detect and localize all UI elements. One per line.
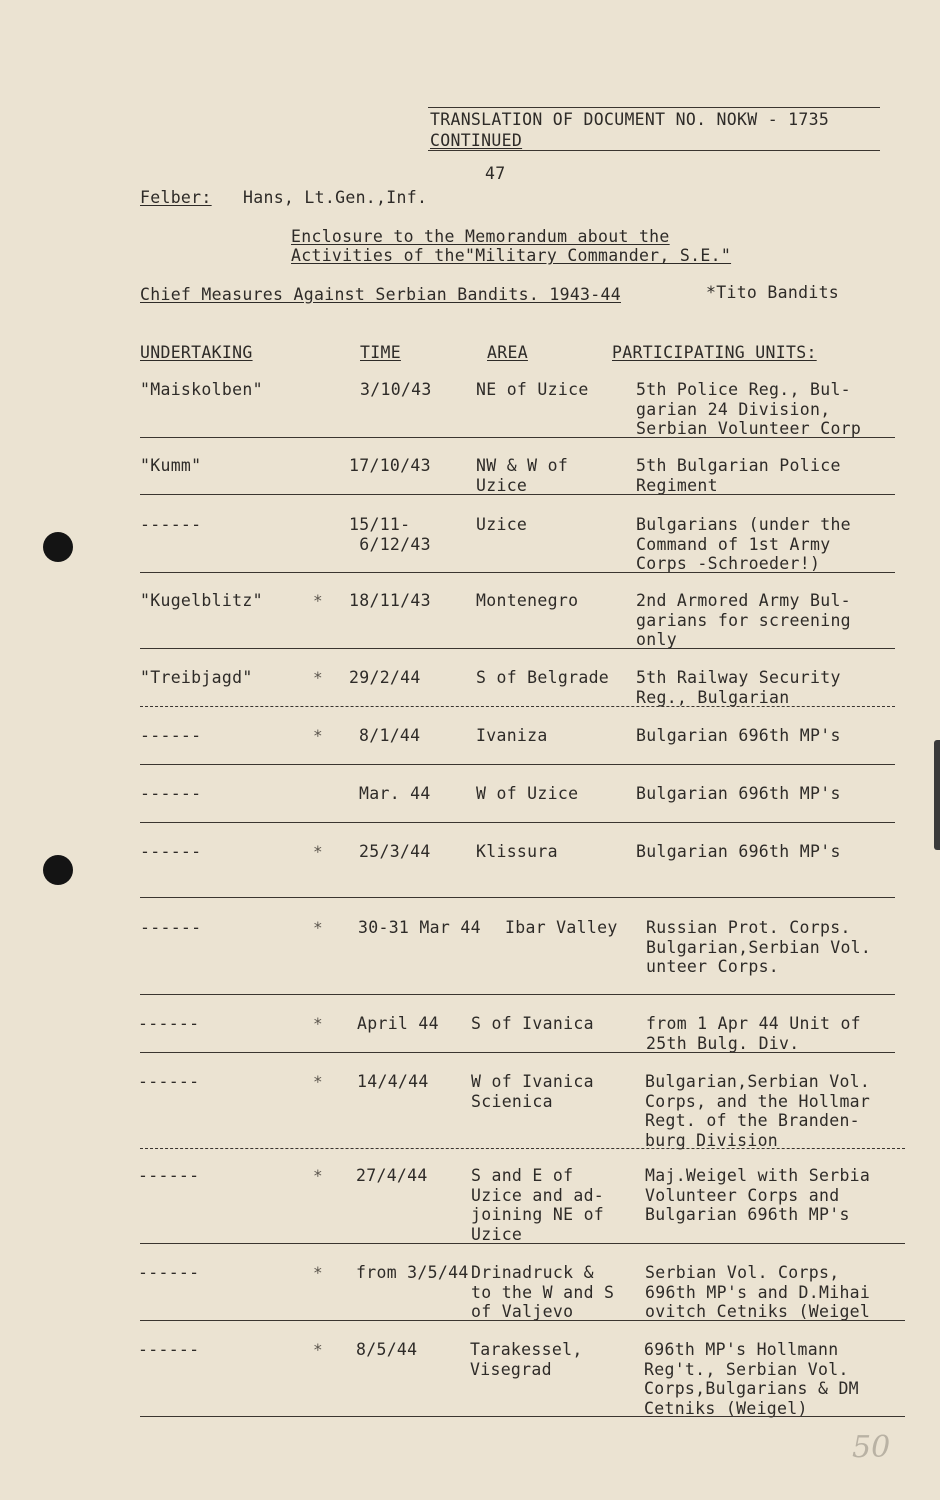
row-separator-rule bbox=[140, 1320, 905, 1321]
header-bottom-rule bbox=[428, 150, 880, 151]
ss-asterisk-mark: * bbox=[313, 668, 323, 687]
row-separator-rule bbox=[140, 437, 895, 438]
time-cell: 30-31 Mar 44 bbox=[358, 918, 481, 937]
area-cell: S of Ivanica bbox=[471, 1014, 594, 1033]
time-cell: 15/11- 6/12/43 bbox=[349, 515, 431, 554]
undertaking-cell: ------ bbox=[138, 1263, 200, 1282]
row-separator-rule bbox=[140, 1243, 905, 1244]
area-cell: S and E of Uzice and ad- joining NE of Uzice bbox=[471, 1166, 605, 1244]
participating-units-cell: Maj.Weigel with Serbia Volunteer Corps and Bulgarian 696th MP's bbox=[645, 1166, 871, 1224]
row-separator-rule bbox=[140, 897, 895, 898]
row-separator-rule bbox=[140, 994, 895, 995]
participating-units-cell: Serbian Vol. Corps, 696th MP's and D.Mihai ovitch Cetniks (Weigel bbox=[645, 1263, 871, 1321]
handwritten-page-number: 50 bbox=[852, 1430, 891, 1465]
undertaking-cell: "Maiskolben" bbox=[140, 380, 263, 399]
ss-asterisk-mark: * bbox=[313, 842, 323, 861]
time-cell: 25/3/44 bbox=[359, 842, 431, 861]
area-cell: Drinadruck & to the W and S of Valjevo bbox=[471, 1263, 615, 1321]
undertaking-cell: ------ bbox=[140, 726, 202, 745]
ss-asterisk-mark: * bbox=[313, 1072, 323, 1091]
undertaking-cell: "Kumm" bbox=[140, 456, 202, 475]
participating-units-cell: Bulgarian 696th MP's bbox=[636, 784, 841, 803]
participating-units-cell: Bulgarian,Serbian Vol. Corps, and the Hollmar Regt. of the Branden- burg Division bbox=[645, 1072, 871, 1150]
row-separator-rule bbox=[140, 706, 895, 707]
undertaking-cell: ------ bbox=[140, 784, 202, 803]
defendant-name: Hans, Lt.Gen.,Inf. bbox=[243, 188, 428, 207]
ss-asterisk-mark: * bbox=[313, 591, 323, 610]
area-cell: Klissura bbox=[476, 842, 558, 861]
row-separator-rule bbox=[140, 1148, 905, 1149]
undertaking-cell: "Treibjagd" bbox=[140, 668, 253, 687]
time-cell: April 44 bbox=[357, 1014, 439, 1033]
column-header-undertaking: UNDERTAKING bbox=[140, 343, 253, 362]
undertaking-cell: ------ bbox=[138, 1072, 200, 1091]
time-cell: 27/4/44 bbox=[356, 1166, 428, 1185]
ss-asterisk-mark: * bbox=[313, 1263, 323, 1282]
participating-units-cell: 5th Police Reg., Bul- garian 24 Division, Serbian Volunteer Corp bbox=[636, 380, 862, 438]
column-header-time: TIME bbox=[360, 343, 401, 362]
undertaking-cell: ------ bbox=[140, 842, 202, 861]
row-separator-rule bbox=[140, 648, 895, 649]
page-number: 47 bbox=[485, 164, 506, 183]
document-header-title: TRANSLATION OF DOCUMENT NO. NOKW - 1735 bbox=[430, 110, 830, 129]
participating-units-cell: from 1 Apr 44 Unit of 25th Bulg. Div. bbox=[646, 1014, 861, 1053]
enclosure-line-1: Enclosure to the Memorandum about the bbox=[291, 227, 670, 246]
undertaking-cell: ------ bbox=[138, 1340, 200, 1359]
enclosure-line-2: Activities of the"Military Commander, S.E." bbox=[291, 246, 732, 265]
page-edge-shadow bbox=[934, 740, 940, 850]
undertaking-cell: ------ bbox=[140, 918, 202, 937]
ss-asterisk-mark: * bbox=[313, 1340, 323, 1359]
participating-units-cell: Bulgarian 696th MP's bbox=[636, 842, 841, 861]
area-cell: W of Ivanica Scienica bbox=[471, 1072, 594, 1111]
area-cell: Montenegro bbox=[476, 591, 579, 610]
time-cell: Mar. 44 bbox=[359, 784, 431, 803]
column-header-participating-units: PARTICIPATING UNITS: bbox=[612, 343, 817, 362]
area-cell: S of Belgrade bbox=[476, 668, 610, 687]
ss-asterisk-mark: * bbox=[313, 726, 323, 745]
row-separator-rule bbox=[140, 494, 895, 495]
undertaking-cell: ------ bbox=[138, 1166, 200, 1185]
row-separator-rule bbox=[140, 572, 895, 573]
punch-hole bbox=[43, 532, 73, 562]
participating-units-cell: 5th Bulgarian Police Regiment bbox=[636, 456, 841, 495]
table-footnote: *Tito Bandits bbox=[706, 283, 840, 302]
participating-units-cell: Bulgarians (under the Command of 1st Army Corps -Schroeder!) bbox=[636, 515, 851, 573]
row-separator-rule bbox=[140, 1416, 905, 1417]
participating-units-cell: 5th Railway Security Reg., Bulgarian bbox=[636, 668, 841, 707]
area-cell: Tarakessel, Visegrad bbox=[470, 1340, 583, 1379]
ss-asterisk-mark: * bbox=[313, 1014, 323, 1033]
time-cell: 8/1/44 bbox=[359, 726, 421, 745]
time-cell: 3/10/43 bbox=[360, 380, 432, 399]
row-separator-rule bbox=[140, 1052, 895, 1053]
area-cell: NE of Uzice bbox=[476, 380, 589, 399]
ss-asterisk-mark: * bbox=[313, 1166, 323, 1185]
header-top-rule bbox=[428, 107, 880, 108]
participating-units-cell: Russian Prot. Corps. Bulgarian,Serbian Vol. unteer Corps. bbox=[646, 918, 872, 976]
time-cell: 18/11/43 bbox=[349, 591, 431, 610]
time-cell: from 3/5/44 bbox=[356, 1263, 469, 1282]
document-header-continued: CONTINUED bbox=[430, 131, 523, 150]
punch-hole bbox=[43, 855, 73, 885]
time-cell: 8/5/44 bbox=[356, 1340, 418, 1359]
area-cell: Uzice bbox=[476, 515, 528, 534]
area-cell: W of Uzice bbox=[476, 784, 579, 803]
participating-units-cell: 696th MP's Hollmann Reg't., Serbian Vol. Corps,Bulgarians & DM Cetniks (Weigel) bbox=[644, 1340, 859, 1418]
undertaking-cell: "Kugelblitz" bbox=[140, 591, 263, 610]
undertaking-cell: ------ bbox=[140, 515, 202, 534]
column-header-area: AREA bbox=[487, 343, 528, 362]
time-cell: 17/10/43 bbox=[349, 456, 431, 475]
undertaking-cell: ------ bbox=[138, 1014, 200, 1033]
ss-asterisk-mark: * bbox=[313, 918, 323, 937]
defendant-label: Felber: bbox=[140, 188, 212, 207]
participating-units-cell: Bulgarian 696th MP's bbox=[636, 726, 841, 745]
row-separator-rule bbox=[140, 764, 895, 765]
table-title: Chief Measures Against Serbian Bandits. 1943-44 bbox=[140, 285, 621, 304]
area-cell: NW & W of Uzice bbox=[476, 456, 569, 495]
area-cell: Ibar Valley bbox=[505, 918, 618, 937]
row-separator-rule bbox=[140, 822, 895, 823]
time-cell: 29/2/44 bbox=[349, 668, 421, 687]
time-cell: 14/4/44 bbox=[357, 1072, 429, 1091]
area-cell: Ivaniza bbox=[476, 726, 548, 745]
participating-units-cell: 2nd Armored Army Bul- garians for screening only bbox=[636, 591, 851, 649]
